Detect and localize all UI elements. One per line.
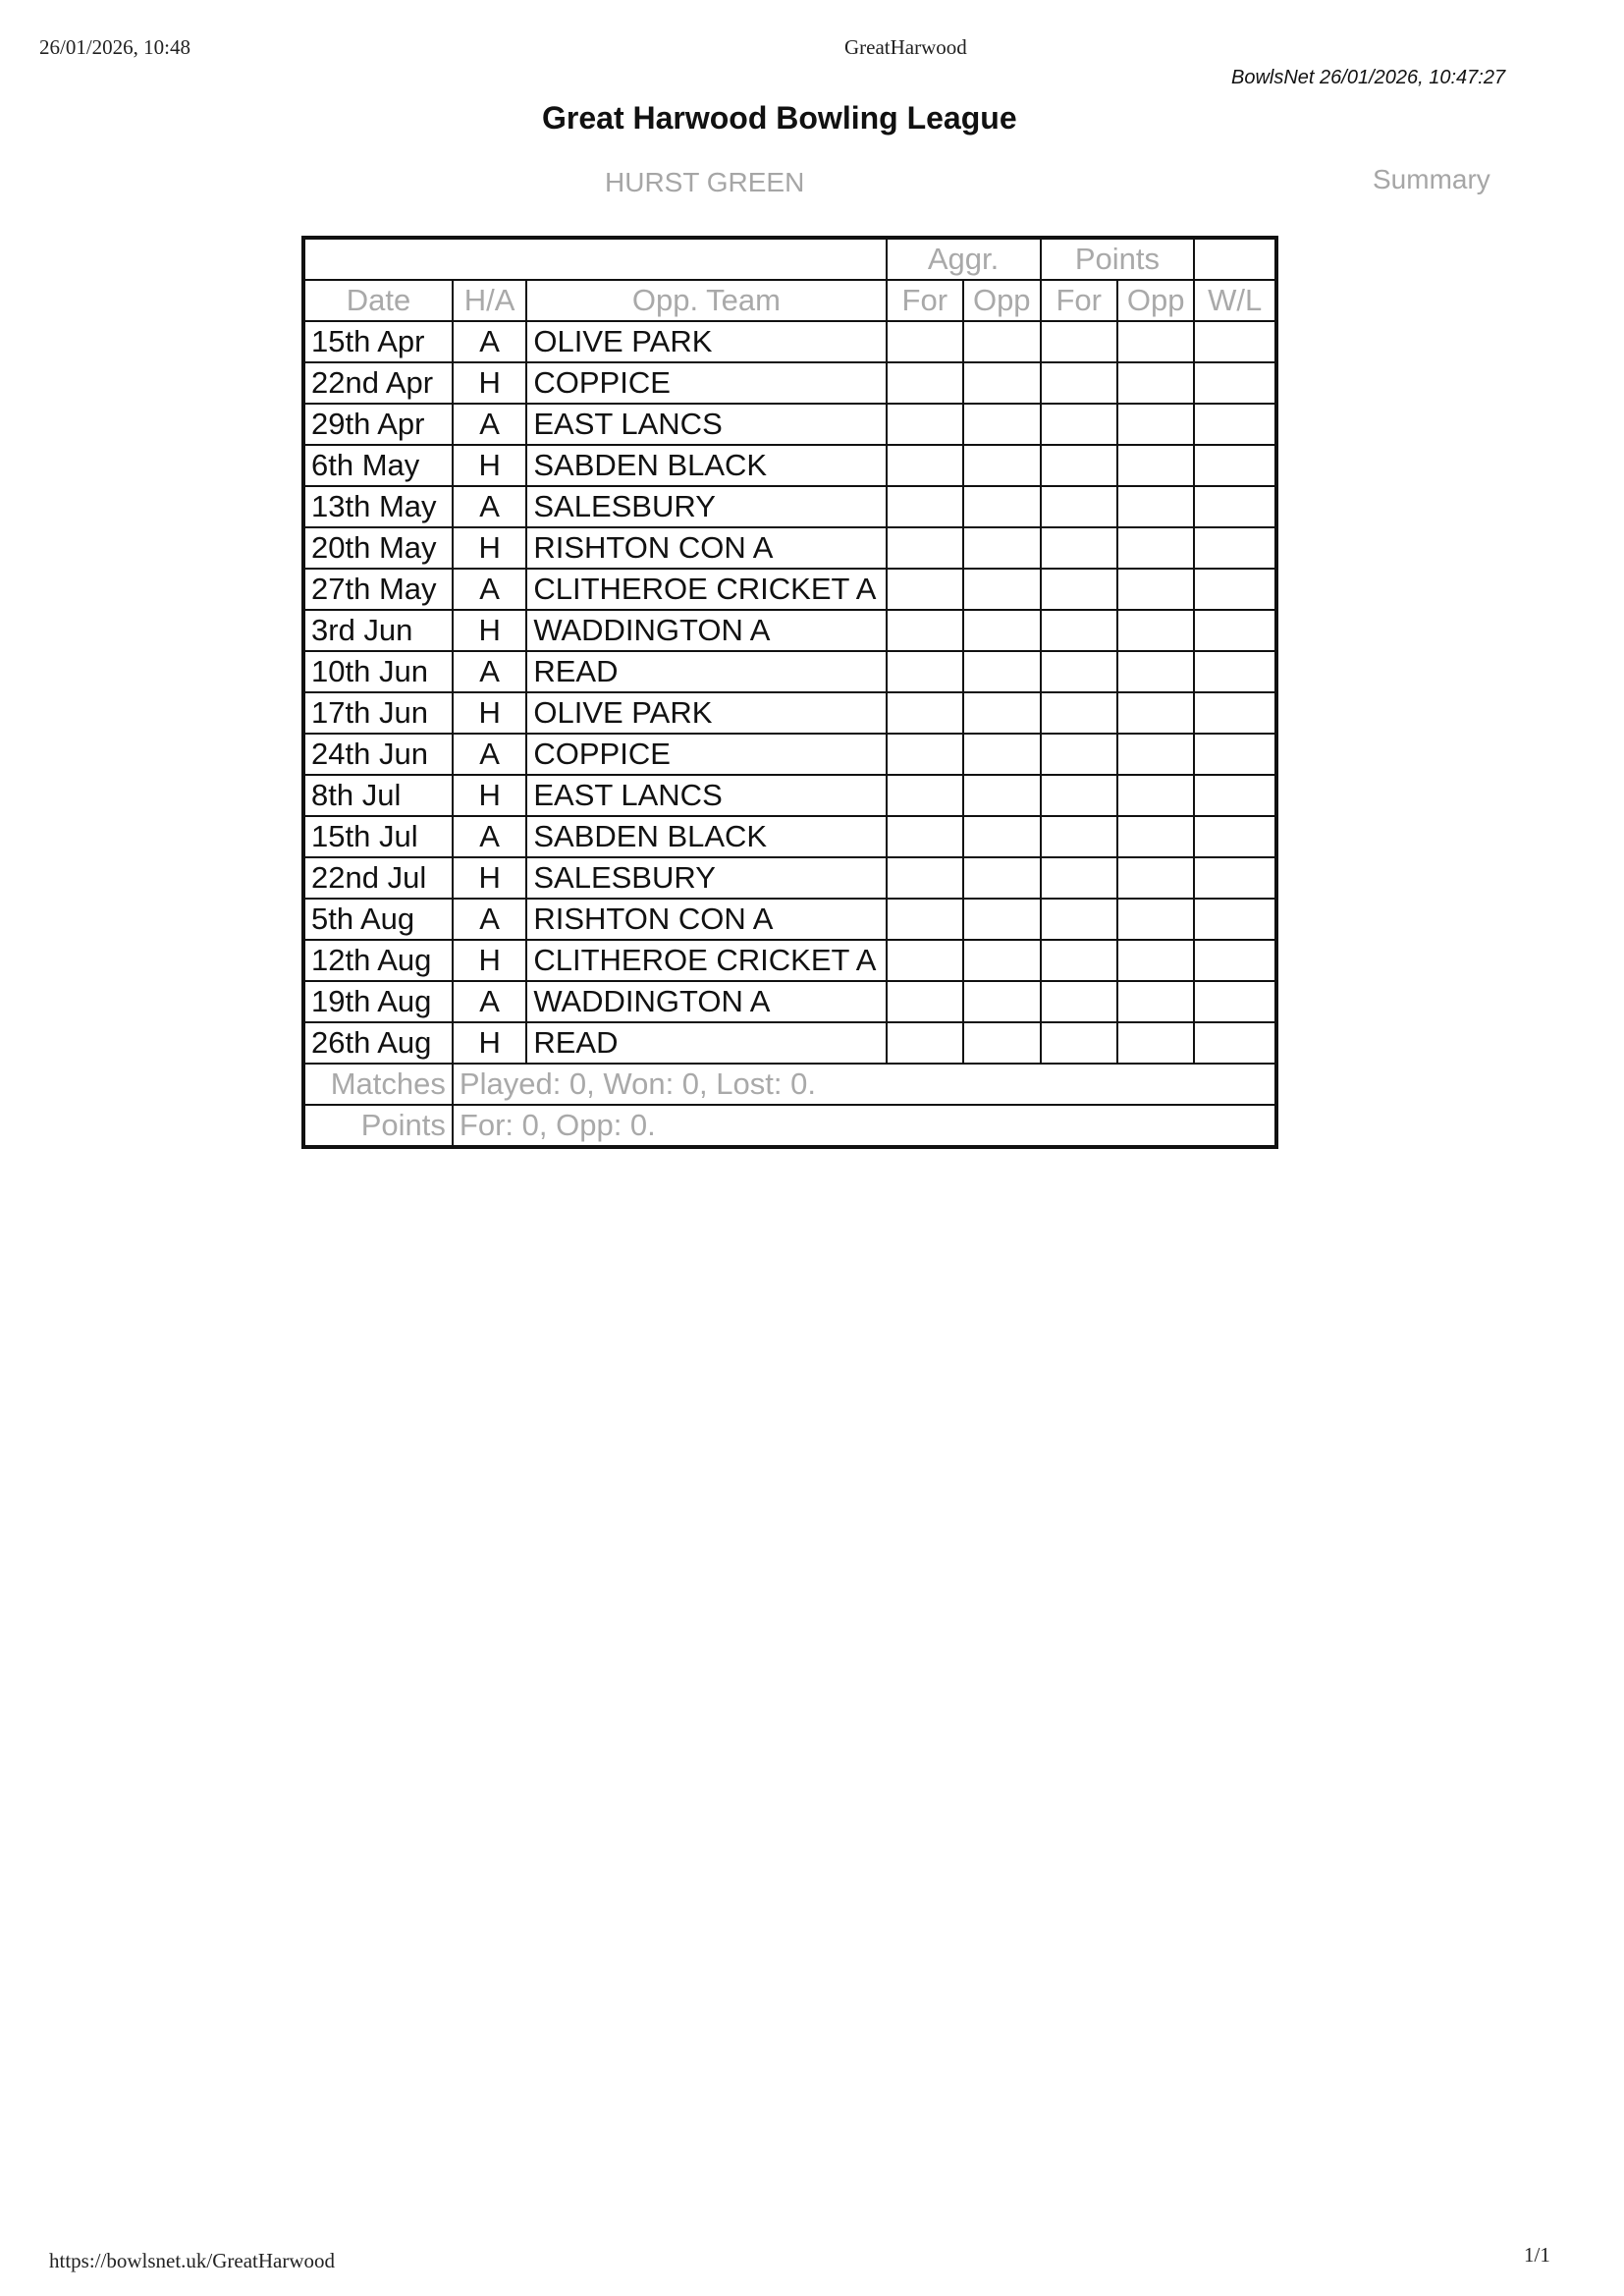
aggr-opp-cell (963, 445, 1040, 486)
fixture-date: 17th Jun (303, 692, 453, 734)
fixture-row (303, 445, 1276, 486)
wl-cell (1194, 1022, 1276, 1064)
fixture-opponent: COPPICE (526, 362, 886, 404)
page-title: Great Harwood Bowling League (542, 100, 1017, 136)
aggr-opp-cell (963, 527, 1040, 569)
points-opp-cell (1117, 362, 1194, 404)
aggr-for-cell (887, 569, 963, 610)
points-for-cell (1041, 899, 1117, 940)
fixture-home-away: H (453, 1022, 526, 1064)
points-opp-cell (1117, 775, 1194, 816)
matches-value: Played: 0, Won: 0, Lost: 0. (453, 1064, 1276, 1105)
fixture-opponent: EAST LANCS (526, 404, 886, 445)
fixture-opponent: OLIVE PARK (526, 321, 886, 362)
aggr-opp-cell (963, 610, 1040, 651)
fixture-home-away: H (453, 362, 526, 404)
fixture-row (303, 404, 1276, 445)
aggr-opp-header: Opp (963, 280, 1040, 321)
points-group-header: Points (1041, 238, 1195, 280)
aggr-for-cell (887, 899, 963, 940)
fixture-opponent: SALESBURY (526, 857, 886, 899)
points-for-cell (1041, 404, 1117, 445)
blank-group-cell (303, 238, 887, 280)
points-opp-cell (1117, 1022, 1194, 1064)
points-for-cell (1041, 527, 1117, 569)
aggr-opp-cell (963, 1022, 1040, 1064)
aggr-for-cell (887, 321, 963, 362)
fixture-row (303, 692, 1276, 734)
fixture-date: 6th May (303, 445, 453, 486)
fixture-row (303, 569, 1276, 610)
fixture-opponent: SALESBURY (526, 486, 886, 527)
points-opp-cell (1117, 899, 1194, 940)
points-opp-header: Opp (1117, 280, 1194, 321)
points-opp-cell (1117, 321, 1194, 362)
fixture-date: 3rd Jun (303, 610, 453, 651)
wl-cell (1194, 899, 1276, 940)
points-for-cell (1041, 651, 1117, 692)
fixture-home-away: A (453, 321, 526, 362)
points-summary-row (303, 1105, 1276, 1147)
wl-cell (1194, 486, 1276, 527)
fixture-date: 29th Apr (303, 404, 453, 445)
fixture-row (303, 857, 1276, 899)
points-opp-cell (1117, 651, 1194, 692)
fixture-date: 27th May (303, 569, 453, 610)
points-for-cell (1041, 981, 1117, 1022)
opp-team-header: Opp. Team (526, 280, 886, 321)
wl-cell (1194, 527, 1276, 569)
fixture-opponent: SABDEN BLACK (526, 816, 886, 857)
fixtures-table (301, 236, 1278, 1149)
fixture-opponent: OLIVE PARK (526, 692, 886, 734)
aggr-opp-cell (963, 651, 1040, 692)
aggr-group-header: Aggr. (887, 238, 1041, 280)
points-opp-cell (1117, 981, 1194, 1022)
points-for-cell (1041, 1022, 1117, 1064)
fixture-opponent: SABDEN BLACK (526, 445, 886, 486)
points-value: For: 0, Opp: 0. (453, 1105, 1276, 1147)
fixture-date: 10th Jun (303, 651, 453, 692)
print-header-title: GreatHarwood (844, 35, 967, 59)
fixture-home-away: A (453, 404, 526, 445)
aggr-opp-cell (963, 486, 1040, 527)
wl-cell (1194, 404, 1276, 445)
blank-wl-group-cell (1194, 238, 1276, 280)
aggr-opp-cell (963, 404, 1040, 445)
points-for-header: For (1041, 280, 1117, 321)
fixture-date: 8th Jul (303, 775, 453, 816)
fixture-home-away: H (453, 610, 526, 651)
wl-cell (1194, 692, 1276, 734)
fixture-home-away: A (453, 981, 526, 1022)
fixture-opponent: WADDINGTON A (526, 981, 886, 1022)
fixture-rows (303, 321, 1276, 1064)
aggr-for-cell (887, 404, 963, 445)
fixture-row (303, 775, 1276, 816)
points-opp-cell (1117, 857, 1194, 899)
points-opp-cell (1117, 569, 1194, 610)
fixture-home-away: H (453, 857, 526, 899)
aggr-for-cell (887, 734, 963, 775)
print-footer-page: 1/1 (1524, 2243, 1550, 2267)
fixture-home-away: A (453, 486, 526, 527)
wl-cell (1194, 981, 1276, 1022)
aggr-opp-cell (963, 692, 1040, 734)
aggr-for-cell (887, 981, 963, 1022)
wl-cell (1194, 362, 1276, 404)
aggr-for-cell (887, 692, 963, 734)
fixture-home-away: H (453, 445, 526, 486)
wl-cell (1194, 610, 1276, 651)
matches-summary-row (303, 1064, 1276, 1105)
fixture-opponent: READ (526, 651, 886, 692)
points-for-cell (1041, 321, 1117, 362)
points-for-cell (1041, 445, 1117, 486)
fixture-home-away: A (453, 734, 526, 775)
aggr-for-cell (887, 610, 963, 651)
fixture-opponent: WADDINGTON A (526, 610, 886, 651)
fixture-row (303, 610, 1276, 651)
aggr-for-cell (887, 857, 963, 899)
points-opp-cell (1117, 692, 1194, 734)
aggr-opp-cell (963, 857, 1040, 899)
fixture-opponent: COPPICE (526, 734, 886, 775)
points-for-cell (1041, 940, 1117, 981)
points-for-cell (1041, 734, 1117, 775)
fixture-row (303, 651, 1276, 692)
aggr-opp-cell (963, 362, 1040, 404)
print-header-datetime: 26/01/2026, 10:48 (39, 35, 191, 59)
fixture-date: 12th Aug (303, 940, 453, 981)
fixture-date: 22nd Apr (303, 362, 453, 404)
fixture-row (303, 940, 1276, 981)
fixture-home-away: H (453, 527, 526, 569)
bowlsnet-timestamp: BowlsNet 26/01/2026, 10:47:27 (1231, 67, 1506, 88)
fixture-row (303, 321, 1276, 362)
wl-cell (1194, 569, 1276, 610)
fixture-opponent: READ (526, 1022, 886, 1064)
fixture-date: 24th Jun (303, 734, 453, 775)
wl-cell (1194, 857, 1276, 899)
fixture-row (303, 981, 1276, 1022)
wl-cell (1194, 775, 1276, 816)
points-for-cell (1041, 816, 1117, 857)
aggr-for-cell (887, 775, 963, 816)
fixture-home-away: H (453, 775, 526, 816)
aggr-for-cell (887, 940, 963, 981)
fixture-date: 19th Aug (303, 981, 453, 1022)
matches-label: Matches (303, 1064, 453, 1105)
fixture-date: 15th Apr (303, 321, 453, 362)
fixture-home-away: A (453, 651, 526, 692)
summary-link[interactable]: Summary (1373, 164, 1490, 194)
fixture-date: 20th May (303, 527, 453, 569)
fixture-opponent: EAST LANCS (526, 775, 886, 816)
aggr-for-cell (887, 816, 963, 857)
wl-cell (1194, 734, 1276, 775)
aggr-for-cell (887, 1022, 963, 1064)
aggr-for-cell (887, 527, 963, 569)
aggr-for-cell (887, 362, 963, 404)
column-header-row (303, 280, 1276, 321)
aggr-opp-cell (963, 734, 1040, 775)
fixture-row (303, 362, 1276, 404)
aggr-for-cell (887, 651, 963, 692)
fixture-row (303, 527, 1276, 569)
fixture-row (303, 1022, 1276, 1064)
fixture-row (303, 816, 1276, 857)
points-for-cell (1041, 775, 1117, 816)
fixture-home-away: A (453, 899, 526, 940)
fixture-opponent: CLITHEROE CRICKET A (526, 940, 886, 981)
points-opp-cell (1117, 816, 1194, 857)
points-for-cell (1041, 857, 1117, 899)
fixture-date: 5th Aug (303, 899, 453, 940)
fixture-home-away: A (453, 816, 526, 857)
aggr-opp-cell (963, 816, 1040, 857)
points-opp-cell (1117, 404, 1194, 445)
aggr-opp-cell (963, 775, 1040, 816)
fixture-opponent: RISHTON CON A (526, 527, 886, 569)
fixture-home-away: H (453, 940, 526, 981)
aggr-for-cell (887, 486, 963, 527)
fixture-row (303, 899, 1276, 940)
team-name: HURST GREEN (605, 167, 805, 197)
points-for-cell (1041, 692, 1117, 734)
wl-cell (1194, 651, 1276, 692)
points-for-cell (1041, 362, 1117, 404)
fixture-opponent: RISHTON CON A (526, 899, 886, 940)
points-opp-cell (1117, 486, 1194, 527)
fixture-home-away: A (453, 569, 526, 610)
wl-cell (1194, 940, 1276, 981)
fixture-opponent: CLITHEROE CRICKET A (526, 569, 886, 610)
aggr-opp-cell (963, 899, 1040, 940)
wl-cell (1194, 321, 1276, 362)
group-header-row (303, 238, 1276, 280)
fixture-date: 22nd Jul (303, 857, 453, 899)
points-opp-cell (1117, 610, 1194, 651)
fixture-date: 13th May (303, 486, 453, 527)
aggr-opp-cell (963, 321, 1040, 362)
fixture-row (303, 486, 1276, 527)
aggr-for-header: For (887, 280, 963, 321)
ha-header: H/A (453, 280, 526, 321)
fixture-home-away: H (453, 692, 526, 734)
wl-cell (1194, 445, 1276, 486)
aggr-opp-cell (963, 569, 1040, 610)
fixture-row (303, 734, 1276, 775)
fixture-date: 15th Jul (303, 816, 453, 857)
points-opp-cell (1117, 445, 1194, 486)
points-opp-cell (1117, 734, 1194, 775)
wl-header: W/L (1194, 280, 1276, 321)
date-header: Date (303, 280, 453, 321)
points-for-cell (1041, 569, 1117, 610)
points-for-cell (1041, 610, 1117, 651)
fixture-date: 26th Aug (303, 1022, 453, 1064)
print-footer-url: https://bowlsnet.uk/GreatHarwood (49, 2249, 336, 2272)
aggr-for-cell (887, 445, 963, 486)
points-for-cell (1041, 486, 1117, 527)
points-opp-cell (1117, 527, 1194, 569)
wl-cell (1194, 816, 1276, 857)
points-opp-cell (1117, 940, 1194, 981)
points-label: Points (303, 1105, 453, 1147)
aggr-opp-cell (963, 981, 1040, 1022)
aggr-opp-cell (963, 940, 1040, 981)
